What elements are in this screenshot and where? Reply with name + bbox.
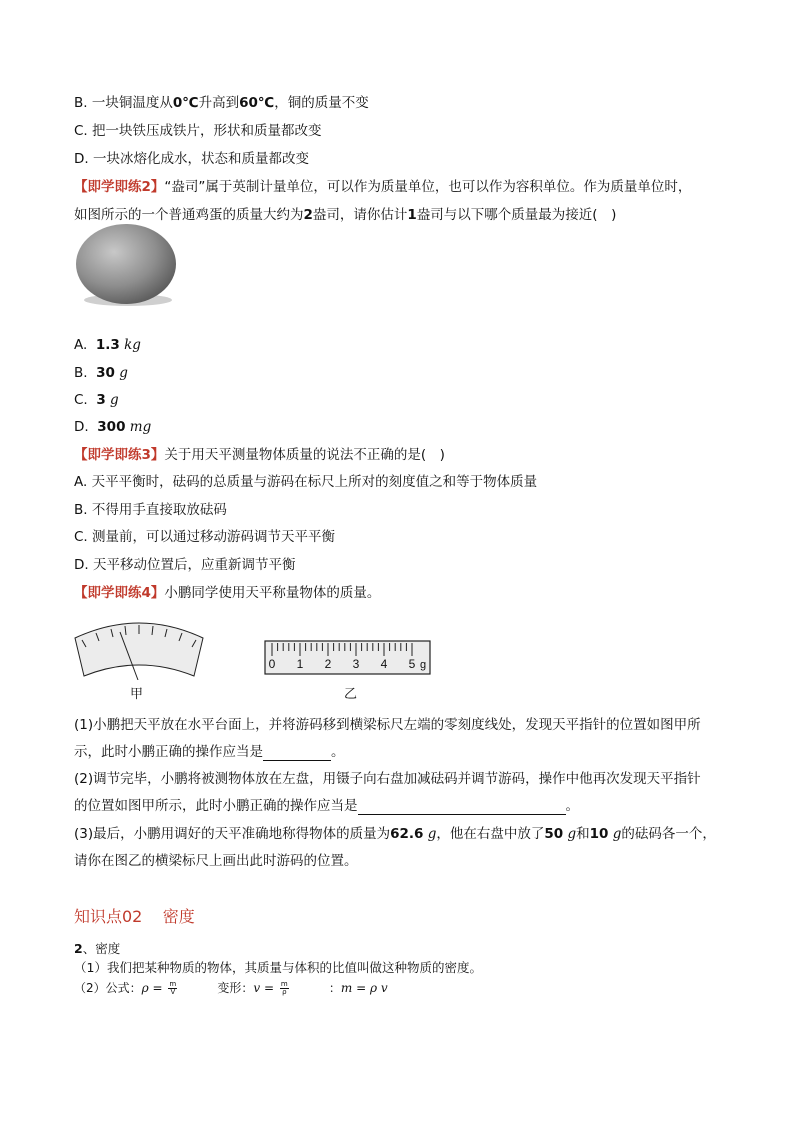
option-b: B. 一块铜温度从0℃升高到60℃，铜的质量不变 [74,95,369,111]
q4-part3-line2: 请你在图乙的横梁标尺上画出此时游码的位置。 [74,853,358,869]
density-item-title: 2、密度 [74,941,121,956]
ruler-label-5: 5 [408,657,416,671]
figure-label-jia: 甲 [130,687,144,702]
answer-blank-1[interactable] [263,746,331,761]
q4-tag: 【即学即练4】 [74,585,165,601]
ruler-label-4: 4 [380,657,388,671]
q2-stem-line1: 【即学即练2】“盎司”属于英制计量单位，可以作为质量单位，也可以作为容积单位。作为质量单位时， [74,179,692,195]
q3-tag: 【即学即练3】 [74,447,165,463]
ruler-label-2: 2 [324,657,332,671]
density-formula: （2）公式：ρ = $\frac{m}{V}$ 变形：v = $\frac{m}{\rho}$ ：m = ρ v [74,980,388,996]
ruler-unit: g [420,659,427,671]
q4-part3-line1: (3)最后，小鹏用调好的天平准确地称得物体的质量为62.6 g，他在右盘中放了50 g和10 g的砝码各一个， [74,826,716,842]
density-definition: （1）我们把某种物质的物体，其质量与体积的比值叫做这种物质的密度。 [74,960,482,975]
option-c: C. 把一块铁压成铁片，形状和质量都改变 [74,123,322,139]
q4-stem: 【即学即练4】小鹏同学使用天平称量物体的质量。 [74,585,381,601]
q3-option-c: C. 测量前，可以通过移动游码调节天平平衡 [74,529,336,545]
figure-label-yi: 乙 [344,687,358,702]
fraction-m-over-V: $\frac{m}{V}$ [169,980,177,996]
q2-option-d: D. 300 mg [74,419,152,435]
q3-option-a: A. 天平平衡时，砝码的总质量与游码在标尺上所对的刻度值之和等于物体质量 [74,474,538,490]
ruler-label-1: 1 [296,657,304,671]
q3-option-b: B. 不得用手直接取放砝码 [74,502,227,518]
answer-blank-2[interactable] [358,800,566,815]
section-heading: 知识点02 密度 [74,907,195,926]
q3-option-d: D. 天平移动位置后，应重新调节平衡 [74,557,296,573]
q4-part2-line2: 的位置如图甲所示，此时小鹏正确的操作应当是 。 [74,798,579,814]
q2-option-c: C. 3 g [74,392,119,408]
balance-dial-figure [72,618,206,680]
q4-part1-line1: (1)小鹏把天平放在水平台面上，并将游码移到横梁标尺左端的零刻度线处，发现天平指针的位置如图甲所 [74,717,701,733]
q2-option-a: A. 1.3 kg [74,337,141,353]
q2-tag: 【即学即练2】 [74,179,165,195]
q4-part2-line1: (2)调节完毕，小鹏将被测物体放在左盘，用镊子向右盘加减砝码并调节游码，操作中他再次发现天平指针 [74,771,701,787]
q3-stem: 【即学即练3】关于用天平测量物体质量的说法不正确的是( ) [74,447,445,463]
q2-option-b: B. 30 g [74,365,128,381]
ruler-label-3: 3 [352,657,360,671]
q4-part1-line2: 示，此时小鹏正确的操作应当是 。 [74,744,345,760]
beam-ruler-figure [264,640,432,676]
option-d: D. 一块冰熔化成水，状态和质量都改变 [74,151,309,167]
q2-stem-line2: 如图所示的一个普通鸡蛋的质量大约为2盎司，请你估计1盎司与以下哪个质量最为接近( ) [74,207,617,223]
egg-image [74,218,178,310]
ruler-label-0: 0 [268,657,276,671]
fraction-m-over-rho: $\frac{m}{\rho}$ [280,980,288,996]
